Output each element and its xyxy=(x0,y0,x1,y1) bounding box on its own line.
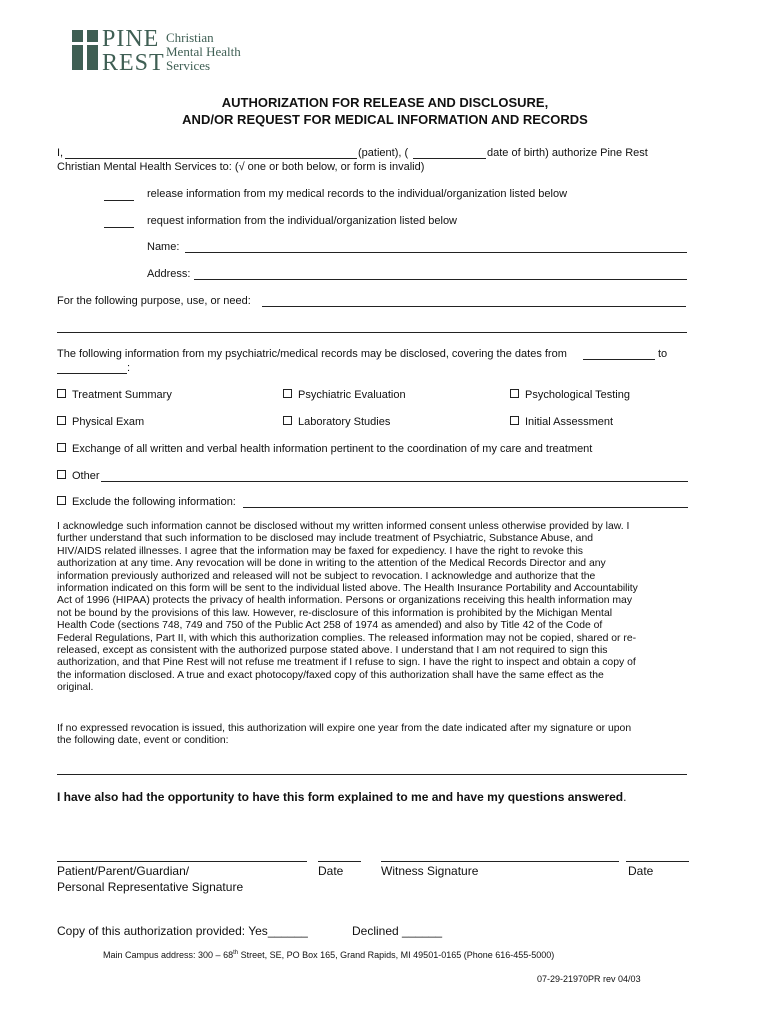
purpose-label: For the following purpose, use, or need: xyxy=(57,295,251,307)
address-label: Address: xyxy=(147,268,191,280)
option-label: Exclude the following information: xyxy=(72,496,236,508)
checkbox-icon[interactable] xyxy=(57,389,66,398)
intro-dob-label: date of birth) authorize Pine Rest xyxy=(487,147,648,159)
option-label: Exchange of all written and verbal health information pertinent to the coordination of my care and treatment xyxy=(72,443,593,455)
copy-provided xyxy=(57,924,308,938)
witness-signature-line[interactable] xyxy=(381,861,619,862)
option-label: Physical Exam xyxy=(72,416,145,428)
footer-address-part-1: Main Campus address: 300 – 68 xyxy=(103,950,234,960)
ack-line: not be bound by the provisions of this law. However, re-disclosure of this information is prohibited by the Michigan Mental xyxy=(57,607,613,619)
form-title-line-2: AND/OR REQUEST FOR MEDICAL INFORMATION AND RECORDS xyxy=(182,112,588,127)
explained-text: I have also had the opportunity to have this form explained to me and have my questions answered xyxy=(57,790,624,804)
option-psychological-testing[interactable] xyxy=(510,389,630,401)
checkbox-icon[interactable] xyxy=(510,416,519,425)
date-to-line[interactable] xyxy=(57,373,127,374)
explained-statement xyxy=(57,790,626,804)
date-from-line[interactable] xyxy=(583,359,655,360)
ack-line: further understand that such information to be disclosed may include treatment of Psychiatric, Substance Abuse, and xyxy=(57,533,593,545)
option-laboratory-studies[interactable] xyxy=(283,416,390,428)
witness-signature-label: Witness Signature xyxy=(381,864,479,878)
records-colon: : xyxy=(127,362,131,374)
exclude-line[interactable] xyxy=(243,507,688,508)
checkbox-icon[interactable] xyxy=(57,443,66,452)
ack-line: released, except as consistent with the authorized purpose stated above. I understand that I am not required to sign this xyxy=(57,645,608,657)
option-label: Psychological Testing xyxy=(525,389,630,401)
recipient-name-line xyxy=(185,252,687,253)
checkbox-icon[interactable] xyxy=(57,496,66,505)
purpose-line-2[interactable] xyxy=(57,332,687,333)
witness-date-label: Date xyxy=(628,864,654,878)
expiry-line: the following date, event or condition: xyxy=(57,735,229,747)
ack-line: information indicated on this form will be sent to the individual listed above. The Health Insurance Portability and Accountability xyxy=(57,583,638,595)
option-treatment-summary[interactable] xyxy=(57,389,172,401)
checkbox-icon[interactable] xyxy=(510,389,519,398)
patient-date-label: Date xyxy=(318,864,344,878)
logo-line-3: Services xyxy=(166,58,211,73)
acknowledgement-paragraph xyxy=(57,521,693,695)
option-exchange[interactable] xyxy=(57,443,592,455)
ack-line: Federal Regulations, Part II, with which this authorization complies. The released information may not be copied, shared or re- xyxy=(57,632,637,644)
ack-line: HIV/AIDS related illnesses. I agree that the information may be faxed for expediency. I have the right to revoke this xyxy=(57,545,583,557)
explained-period: . xyxy=(623,790,627,804)
release-check-blank[interactable] xyxy=(104,200,134,201)
checkbox-icon[interactable] xyxy=(283,416,292,425)
option-exclude[interactable] xyxy=(57,496,236,508)
option-label: Psychiatric Evaluation xyxy=(298,389,406,401)
checkbox-icon[interactable] xyxy=(57,470,66,479)
intro-patient-label: (patient), ( xyxy=(358,147,409,159)
option-label: Laboratory Studies xyxy=(298,416,391,428)
option-label: Other xyxy=(72,470,100,482)
footer-address-part-2: Street, SE, PO Box 165, Grand Rapids, MI 49501-0165 (Phone 616-455-5000) xyxy=(238,950,555,960)
intro-i: I, xyxy=(57,147,64,159)
option-other[interactable] xyxy=(57,470,100,482)
request-check-blank[interactable] xyxy=(104,227,134,228)
copy-declined-label: Declined xyxy=(352,924,399,938)
expiry-line: If no expressed revocation is issued, this authorization will expire one year from the date indicated after my signature or upon xyxy=(57,723,632,734)
footer-address-superscript: th xyxy=(233,950,239,956)
expiry-condition-line[interactable] xyxy=(57,774,687,775)
logo-word-pine: PINE xyxy=(102,26,160,52)
intro-line-2: Christian Mental Health Services to: (√ one or both below, or form is invalid) xyxy=(57,161,425,173)
ack-line: Act of 1996 (HIPAA) protects the privacy of health information. Persons or organizations receiving this health information may xyxy=(57,595,633,607)
checkbox-icon[interactable] xyxy=(283,389,292,398)
ack-line: authorization, and that Pine Rest will not refuse me treatment if I refuse to sign. I have the right to inspect and obtain a copy of xyxy=(57,657,636,669)
footer-address xyxy=(103,950,554,960)
ack-line: authorization at any time. Any revocation will be done in writing to the attention of the Medical Records Director and any xyxy=(57,558,606,570)
patient-signature-line[interactable] xyxy=(57,861,307,862)
ack-line: Health Code (sections 748, 749 and 750 of the Public Act 258 of 1974 as amended) and also by Title 42 of the Code of xyxy=(57,620,603,632)
ack-line: I acknowledge such information cannot be disclosed without my written informed consent unless otherwise provided by law. I xyxy=(57,521,630,532)
copy-label: Copy of this authorization provided: Yes xyxy=(57,924,268,938)
ack-line: information previously authorized and released will not be subject to revocation. I acknowledge and authorize that the xyxy=(57,570,596,582)
copy-declined-blank[interactable]: ______ xyxy=(402,924,443,938)
form-code: 07-29-21970PR rev 04/03 xyxy=(537,974,641,984)
option-physical-exam[interactable] xyxy=(57,416,144,428)
patient-signature-label-1: Patient/Parent/Guardian/ xyxy=(57,864,190,878)
option-psychiatric-evaluation[interactable] xyxy=(283,389,406,401)
expiry-paragraph xyxy=(57,723,693,748)
purpose-line xyxy=(262,306,686,307)
logo-word-rest: REST xyxy=(102,50,165,76)
other-line[interactable] xyxy=(101,481,688,482)
patient-signature-label-2: Personal Representative Signature xyxy=(57,880,244,894)
name-label: Name: xyxy=(147,241,180,253)
copy-yes-blank[interactable]: ______ xyxy=(267,924,308,938)
patient-date-line[interactable] xyxy=(318,861,361,862)
recipient-address-line xyxy=(194,279,687,280)
logo-line-2: Mental Health xyxy=(166,44,241,59)
request-option-label: request information from the individual/organization listed below xyxy=(147,215,458,227)
patient-name-line xyxy=(65,158,357,159)
checkbox-icon[interactable] xyxy=(57,416,66,425)
logo-line-1: Christian xyxy=(166,30,214,45)
form-title-line-1: AUTHORIZATION FOR RELEASE AND DISCLOSURE, xyxy=(221,95,549,110)
option-initial-assessment[interactable] xyxy=(510,416,613,428)
records-to: to xyxy=(658,348,668,360)
ack-line: original. xyxy=(57,682,94,694)
release-option-label: release information from my medical records to the individual/organization listed below xyxy=(147,188,568,200)
option-label: Initial Assessment xyxy=(525,416,614,428)
option-label: Treatment Summary xyxy=(72,389,172,401)
records-intro: The following information from my psychiatric/medical records may be disclosed, covering the dates from xyxy=(57,348,567,360)
date-of-birth-line xyxy=(413,158,486,159)
witness-date-line[interactable] xyxy=(626,861,689,862)
ack-line: the information disclosed. A true and exact photocopy/faxed copy of this authorization shall have the same effect as the xyxy=(57,669,604,681)
pine-rest-logo-icon xyxy=(72,30,98,70)
copy-declined xyxy=(352,924,442,938)
